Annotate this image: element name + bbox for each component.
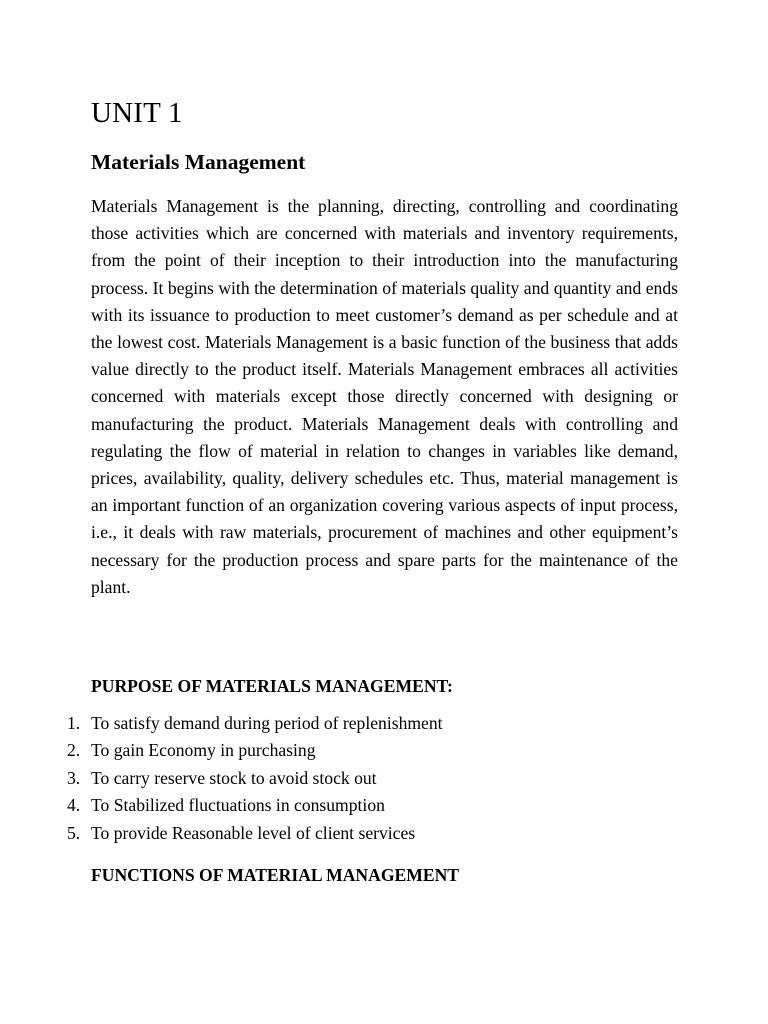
- functions-heading: FUNCTIONS OF MATERIAL MANAGEMENT: [91, 865, 460, 885]
- list-item-text: To gain Economy in purchasing: [91, 740, 316, 761]
- section-title: Materials Management: [91, 150, 306, 174]
- list-item-text: To satisfy demand during period of replenishment: [91, 713, 443, 733]
- list-item-number: 1.: [67, 713, 81, 733]
- body-paragraph: Materials Management is the planning, directing, controlling and coordinating those activities which are concerned with materials and inventory requirements, from the point of their inception to their introduction into the manufacturing process. It begins with the determination of materials quality and quantity and ends with its issuance to production to meet customer’s demand as per schedule and at the lowest cost. Materials Management is a basic function of the business that adds value directly to the product itself. Materials Management embraces all activities concerned with materials except those directly concerned with designing or manufacturing the product. Materials Management deals with controlling and regulating the flow of material in relation to changes in variables like demand, prices, availability, quality, delivery schedules etc. Thus, material management is an important function of an organization covering various aspects of input process, i.e., it deals with raw materials, procurement of machines and other equipment’s necessary for the production process and spare parts for the maintenance of the plant.: [91, 196, 678, 597]
- list-item-text: To Stabilized fluctuations in consumption: [91, 795, 385, 816]
- list-item-number: 2.: [67, 740, 81, 761]
- list-item: [67, 737, 443, 764]
- list-item: [67, 710, 443, 737]
- list-item-text: To carry reserve stock to avoid stock out: [91, 767, 377, 788]
- list-item: [67, 820, 443, 847]
- list-item-number: 4.: [67, 795, 81, 816]
- list-item-text: To provide Reasonable level of client services: [91, 822, 416, 843]
- list-item: [67, 792, 443, 819]
- purpose-heading: PURPOSE OF MATERIALS MANAGEMENT:: [91, 676, 453, 696]
- purpose-list: [67, 710, 443, 847]
- list-item-number: 3.: [67, 767, 81, 788]
- list-item: [67, 765, 443, 792]
- list-item-number: 5.: [67, 822, 81, 843]
- unit-title: UNIT 1: [91, 97, 183, 129]
